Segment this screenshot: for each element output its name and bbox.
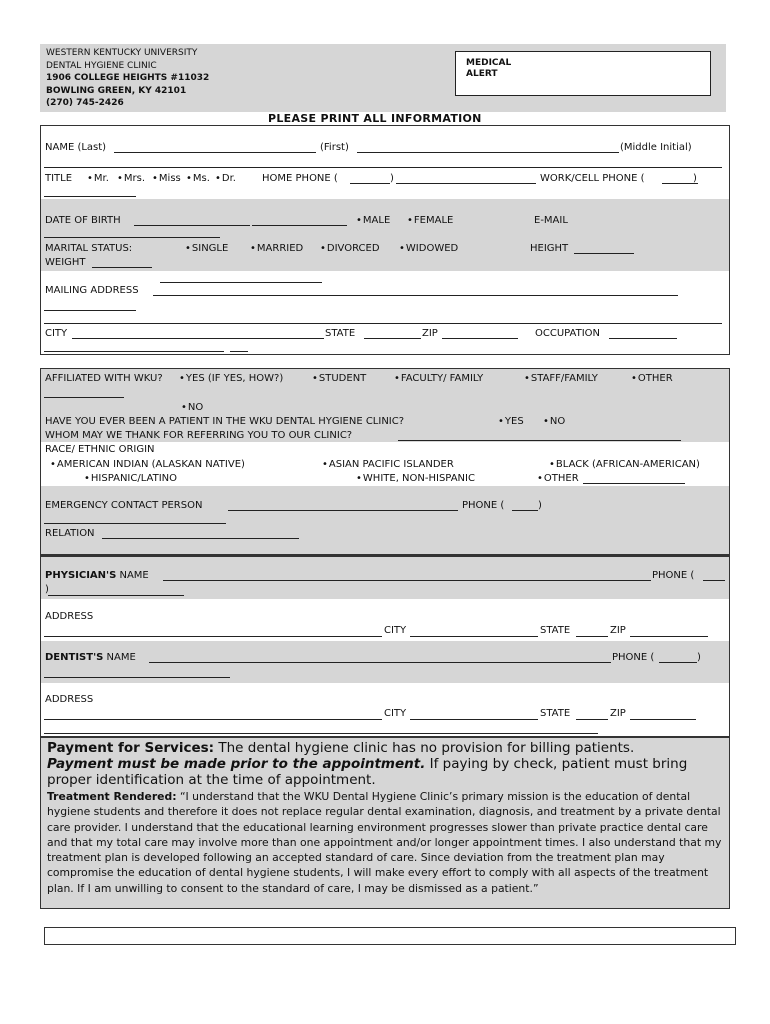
relation-label: RELATION: [45, 528, 95, 539]
race-white-option[interactable]: • WHITE, NON-HISPANIC: [356, 473, 475, 484]
physician-phone-field[interactable]: [703, 580, 725, 581]
dentist-city-field[interactable]: [410, 719, 538, 720]
title-label: TITLE: [45, 173, 73, 184]
affiliated-how-field[interactable]: [44, 397, 124, 398]
payment-heading: Payment for Services:: [47, 740, 215, 756]
city-field-3[interactable]: [230, 351, 248, 352]
title-mr-option[interactable]: • Mr.: [87, 173, 109, 184]
treatment-label: Treatment Rendered:: [47, 790, 177, 803]
dentist-zip-label: ZIP: [610, 708, 626, 719]
dentist-phone-field[interactable]: [659, 662, 697, 663]
zip-label: ZIP: [422, 328, 438, 339]
race-black-option[interactable]: • BLACK (AFRICAN-AMERICAN): [549, 459, 700, 470]
physician-phone-field-2[interactable]: [48, 595, 184, 596]
email-label: E-MAIL: [534, 215, 568, 226]
clinic-phone: (270) 745-2426: [46, 98, 124, 108]
emergency-phone-label: PHONE (: [462, 500, 505, 511]
treatment-text: “I understand that the WKU Dental Hygiene Clinic’s primary mission is the education of dental hygiene students and therefore it does not replace regular dental examination, diagnosis, and treatment by a private dental care provider. I understand that the educational learning environment progresses slower than private practice dental care and that my total care may involve more than one appointment and/or longer appointment times. I also understand that my treatment plan is developed following an accepted standard of care. Since deviation from the treatment plan may compromise the education of dental hygiene students, I will make every effort to comply with all aspects of the treatment plan. If I am unwilling to consent to the standard of care, I may be dismissed as a patient.”: [47, 790, 722, 895]
dentist-address-field-2[interactable]: [44, 733, 598, 734]
affiliated-other-option[interactable]: • OTHER: [631, 373, 673, 384]
title-continuation-field[interactable]: [44, 196, 136, 197]
emergency-contact-field-2[interactable]: [44, 523, 226, 524]
sex-male-option[interactable]: • MALE: [356, 215, 390, 226]
title-mrs-option[interactable]: • Mrs.: [117, 173, 145, 184]
race-other-option[interactable]: • OTHER: [537, 473, 579, 484]
physician-zip-label: ZIP: [610, 625, 626, 636]
work-phone-label: WORK/CELL PHONE (: [540, 173, 645, 184]
weight-label: WEIGHT: [45, 257, 86, 268]
race-asian-option[interactable]: • ASIAN PACIFIC ISLANDER: [322, 459, 454, 470]
payment-requirement: [47, 756, 723, 788]
relation-field[interactable]: [102, 538, 299, 539]
dentist-city-label: CITY: [384, 708, 407, 719]
name-last-field[interactable]: [114, 152, 316, 153]
print-instruction: PLEASE PRINT ALL INFORMATION: [268, 112, 482, 125]
physician-state-field[interactable]: [576, 636, 608, 637]
dentist-name-field-2[interactable]: [44, 677, 230, 678]
physician-address-label: ADDRESS: [45, 611, 94, 622]
name-rule: [44, 167, 722, 168]
clinic-address-block: [46, 47, 209, 110]
mailing-field-2[interactable]: [44, 310, 136, 311]
marital-divorced-option[interactable]: • DIVORCED: [320, 243, 380, 254]
name-first-label: (First): [320, 142, 349, 153]
height-label: HEIGHT: [530, 243, 569, 254]
affiliated-no-option[interactable]: • NO: [181, 402, 203, 413]
home-phone-area-field[interactable]: [350, 183, 390, 184]
dentist-phone-label: PHONE (: [612, 652, 655, 663]
dentist-address-field[interactable]: [44, 719, 382, 720]
payment-section: [40, 737, 730, 909]
mailing-label: MAILING ADDRESS: [45, 285, 139, 296]
title-miss-option[interactable]: • Miss: [152, 173, 181, 184]
marital-label: MARITAL STATUS:: [45, 243, 133, 254]
physician-phone-close: ): [45, 584, 49, 595]
medical-alert-label-1: MEDICAL: [466, 58, 512, 68]
dentist-zip-field[interactable]: [630, 719, 696, 720]
treatment-statement: [47, 789, 723, 896]
signature-box[interactable]: [44, 927, 736, 945]
dentist-name-word: NAME: [106, 652, 136, 663]
emergency-phone-close: ): [538, 500, 542, 511]
prior-patient-yes-option[interactable]: • YES: [498, 416, 524, 427]
payment-policy: [47, 740, 723, 756]
title-dr-option[interactable]: • Dr.: [215, 173, 236, 184]
affiliated-label: AFFILIATED WITH WKU?: [45, 373, 163, 384]
height-field[interactable]: [574, 253, 634, 254]
clinic-street: 1906 COLLEGE HEIGHTS #11032: [46, 73, 210, 83]
clinic-name: DENTAL HYGIENE CLINIC: [46, 60, 157, 71]
email-field[interactable]: [44, 237, 220, 238]
state-label: STATE: [325, 328, 356, 339]
dentist-phone-close: ): [697, 652, 701, 663]
medical-alert-label-2: ALERT: [466, 69, 498, 79]
marital-single-option[interactable]: • SINGLE: [185, 243, 228, 254]
physician-state-label: STATE: [540, 625, 571, 636]
city-field[interactable]: [72, 338, 324, 339]
emergency-contact-field[interactable]: [228, 510, 458, 511]
affiliated-yes-option[interactable]: • YES (IF YES, HOW?): [179, 373, 283, 384]
weight-field[interactable]: [92, 267, 152, 268]
shade-band: [41, 199, 729, 271]
work-phone-close: ): [693, 173, 697, 184]
medical-alert-box[interactable]: [455, 51, 711, 96]
name-last-label: NAME (Last): [45, 142, 107, 153]
referral-field[interactable]: [398, 440, 681, 441]
sex-female-option[interactable]: • FEMALE: [407, 215, 453, 226]
dentist-name-label: [45, 652, 136, 663]
occupation-label: OCCUPATION: [535, 328, 601, 339]
dob-field-2[interactable]: [252, 225, 347, 226]
payment-heading-text: The dental hygiene clinic has no provision for billing patients.: [214, 740, 635, 756]
dob-label: DATE OF BIRTH: [45, 215, 121, 226]
dentist-name-field[interactable]: [149, 662, 611, 663]
mailing-field-upper[interactable]: [160, 282, 322, 283]
emergency-phone-field[interactable]: [512, 510, 538, 511]
prior-patient-no-option[interactable]: • NO: [543, 416, 565, 427]
city-field-2[interactable]: [44, 351, 224, 352]
physician-phone-label: PHONE (: [652, 570, 695, 581]
zip-field[interactable]: [442, 338, 518, 339]
clinic-university: WESTERN KENTUCKY UNIVERSITY: [46, 48, 198, 58]
dentist-label: DENTIST'S: [45, 652, 104, 663]
physician-zip-field[interactable]: [630, 636, 708, 637]
city-label: CITY: [45, 328, 68, 339]
mailing-field[interactable]: [153, 295, 678, 296]
middle-initial-label: (Middle Initial): [620, 142, 692, 153]
race-american-indian-option[interactable]: • AMERICAN INDIAN (ALASKAN NATIVE): [50, 459, 245, 470]
race-hispanic-option[interactable]: • HISPANIC/LATINO: [84, 473, 177, 484]
dentist-address-label: ADDRESS: [45, 694, 94, 705]
home-phone-label: HOME PHONE (: [262, 173, 338, 184]
physician-name-field[interactable]: [163, 580, 651, 581]
affiliated-student-option[interactable]: • STUDENT: [312, 373, 366, 384]
physician-city-label: CITY: [384, 625, 407, 636]
marital-married-option[interactable]: • MARRIED: [250, 243, 303, 254]
payment-emphasis: Payment must be made prior to the appointment.: [47, 756, 426, 772]
physician-label: PHYSICIAN'S: [45, 570, 117, 581]
payment-requirement-text: If paying by check, patient must bring proper identification at the time of appointment.: [47, 756, 688, 788]
dob-field[interactable]: [134, 225, 250, 226]
race-other-field[interactable]: [583, 483, 685, 484]
physician-city-field[interactable]: [410, 636, 538, 637]
dentist-state-field[interactable]: [576, 719, 608, 720]
race-label: RACE/ ETHNIC ORIGIN: [45, 444, 155, 455]
dentist-state-label: STATE: [540, 708, 571, 719]
physician-name-label: [45, 570, 149, 581]
home-phone-close: ): [390, 173, 394, 184]
marital-widowed-option[interactable]: • WIDOWED: [399, 243, 458, 254]
emergency-contact-label: EMERGENCY CONTACT PERSON: [45, 500, 203, 511]
physician-address-field[interactable]: [44, 636, 382, 637]
occupation-field[interactable]: [609, 338, 677, 339]
clinic-city: BOWLING GREEN, KY 42101: [46, 85, 187, 96]
mailing-rule: [44, 323, 722, 324]
affiliated-staff-option[interactable]: • STAFF/FAMILY: [524, 373, 598, 384]
physician-name-word: NAME: [119, 570, 149, 581]
home-phone-field[interactable]: [396, 183, 536, 184]
affiliated-faculty-option[interactable]: • FACULTY/ FAMILY: [394, 373, 483, 384]
referral-label: WHOM MAY WE THANK FOR REFERRING YOU TO OUR CLINIC?: [45, 430, 353, 441]
title-ms-option[interactable]: • Ms.: [186, 173, 210, 184]
prior-patient-label: HAVE YOU EVER BEEN A PATIENT IN THE WKU DENTAL HYGIENE CLINIC?: [45, 416, 405, 427]
state-field[interactable]: [364, 338, 421, 339]
name-first-field[interactable]: [357, 152, 619, 153]
